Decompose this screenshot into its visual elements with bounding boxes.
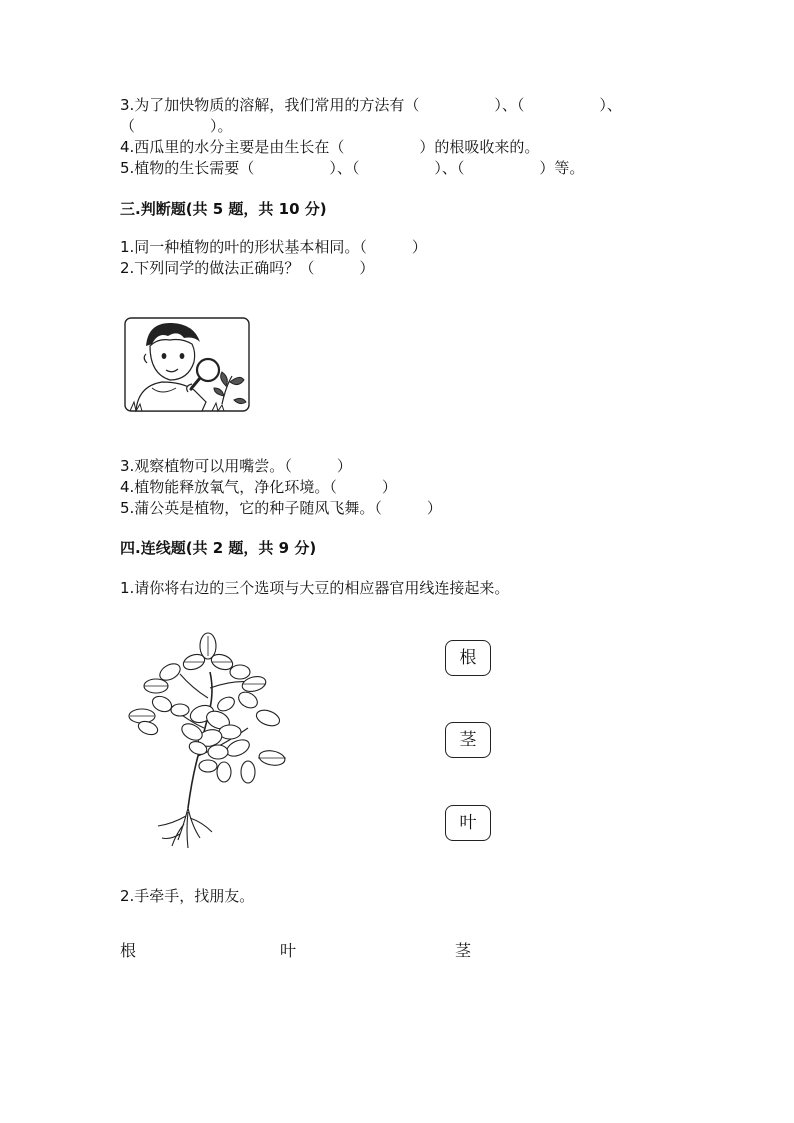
- q4-fill-blank: 4.西瓜里的水分主要是由生长在（ ）的根吸收来的。: [120, 138, 540, 156]
- section4-heading: 四.连线题(共 2 题，共 9 分): [120, 539, 317, 557]
- match-box-root: 根: [445, 640, 491, 676]
- match-word-stem: 茎: [455, 941, 472, 960]
- judge-q2: 2.下列同学的做法正确吗？（ ）: [120, 259, 375, 277]
- q3-fill-blank-line1: 3.为了加快物质的溶解，我们常用的方法有（ ）、（ ）、: [120, 96, 622, 114]
- match-word-root: 根: [120, 941, 137, 960]
- judge-q5: 5.蒲公英是植物，它的种子随风飞舞。（ ）: [120, 499, 442, 517]
- judge-q1: 1.同一种植物的叶的形状基本相同。（ ）: [120, 238, 427, 256]
- boy-magnifier-illustration: [122, 316, 252, 414]
- match-box-leaf: 叶: [445, 805, 491, 841]
- match-box-stem: 茎: [445, 722, 491, 758]
- judge-q3: 3.观察植物可以用嘴尝。（ ）: [120, 457, 352, 475]
- match-q2: 2.手牵手，找朋友。: [120, 887, 255, 905]
- section3-heading: 三.判断题(共 5 题，共 10 分): [120, 200, 327, 218]
- soybean-plant-illustration: [122, 628, 294, 850]
- judge-q4: 4.植物能释放氧气，净化环境。（ ）: [120, 478, 397, 496]
- match-word-leaf: 叶: [280, 941, 297, 960]
- match-q1: 1.请你将右边的三个选项与大豆的相应器官用线连接起来。: [120, 579, 510, 597]
- q5-fill-blank: 5.植物的生长需要（ ）、（ ）、（ ）等。: [120, 159, 585, 177]
- q3-fill-blank-line2: （ ）。: [120, 117, 233, 135]
